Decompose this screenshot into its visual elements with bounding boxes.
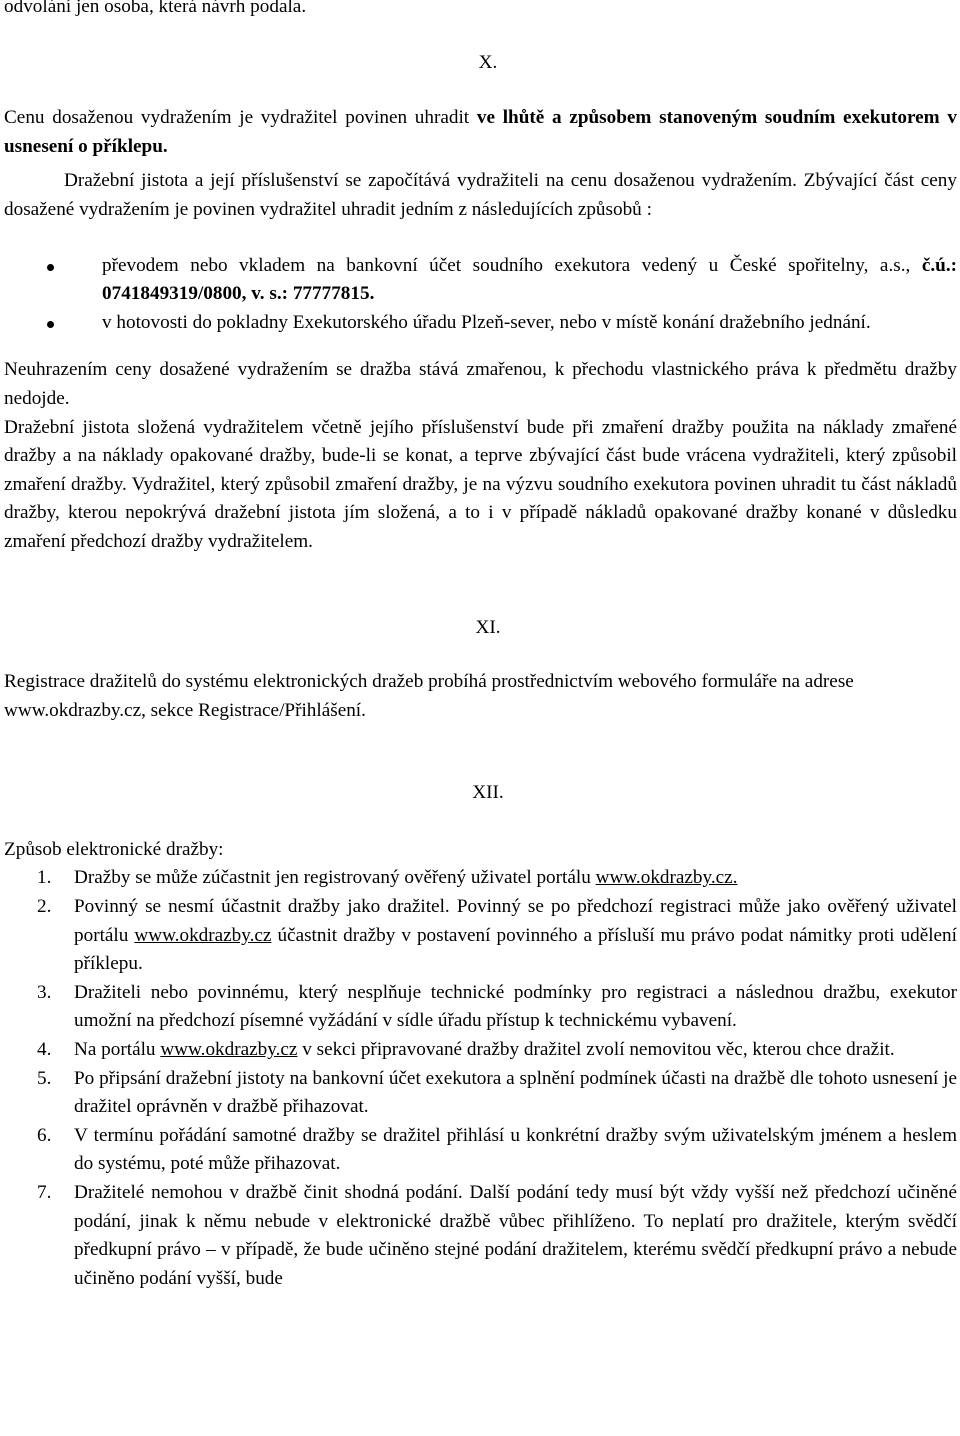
list-item-text: Po připsání dražební jistoty na bankovní účet exekutora a splnění podmínek účasti na dražbě dle tohoto usnesení je dražitel oprávněn v dražbě přihazovat. xyxy=(74,1067,957,1118)
list-item-text-after: účastnit dražby v postavení povinného a přísluší mu právo podat námitky proti udělení příklepu. xyxy=(74,924,957,975)
list-item xyxy=(4,1179,957,1293)
list-item xyxy=(4,893,957,979)
list-item-text: V termínu pořádání samotné dražby se dražitel přihlásí u konkrétní dražby svým uživatelským jménem a heslem do systému, poté může přihazovat. xyxy=(74,1124,957,1175)
payment-methods-list xyxy=(4,252,957,338)
list-item-text: Na portálu xyxy=(74,1039,161,1061)
list-item-text: Dražby se může zúčastnit jen registrovaný ověřený uživatel portálu xyxy=(74,867,596,889)
list-item-number: 4. xyxy=(37,1039,52,1061)
okdrazby-link[interactable]: www.okdrazby.cz xyxy=(134,924,272,946)
list-item xyxy=(4,252,957,309)
list-item xyxy=(4,1065,957,1122)
section-xii-heading: XII. xyxy=(472,782,504,804)
bullet-2-text: v hotovosti do pokladny Exekutorského úřadu Plzeň-sever, nebo v místě konání dražebního jednání. xyxy=(102,311,871,333)
list-item xyxy=(4,979,957,1036)
list-item-text: Dražiteli nebo povinnému, který nesplňuje technické podmínky pro registraci a následnou dražbu, exekutor umožní na předchozí písemné vyžádání v sídle úřadu přístup k technickému vybavení. xyxy=(74,981,957,1032)
bullet-icon xyxy=(47,321,54,328)
list-item-number: 7. xyxy=(37,1182,52,1203)
list-item-text: Dražitelé nemohou v dražbě činit shodná podání. Další podání tedy musí být vždy vyšší než předchozí učiněné podání, jinak k němu nebude v elektronické dražbě vůbec přihlíženo. To neplatí pro dražitele, kterým svědčí předkupní právo – v případě, že bude učiněno stejné podání dražitelem, kterému svědčí předkupní právo a nebude učiněno podání vyšší, bude xyxy=(74,1182,957,1289)
okdrazby-link[interactable]: www.okdrazby.cz xyxy=(160,1039,298,1061)
auction-steps-list xyxy=(4,864,957,1293)
bullet-1-text: převodem nebo vkladem na bankovní účet soudního exekutora vedený u České spořitelny, a.s., xyxy=(102,254,922,276)
document-page xyxy=(4,0,957,1293)
section-x-paragraph-3: Neuhrazením ceny dosažené vydražením se dražba stává zmařenou, k přechodu vlastnického práva k předmětu dražby nedojde. xyxy=(4,359,957,409)
list-item xyxy=(4,309,957,338)
section-x-paragraph-2: Dražební jistota a její příslušenství se započítává vydražiteli na cenu dosaženou vydražením. Zbývající část ceny dosažené vydražením je povinen vydražitel uhradit jedním z následujících způsobů : xyxy=(4,170,957,220)
list-item-number: 3. xyxy=(37,981,52,1003)
intro-fragment: odvolání jen osoba, která návrh podala. xyxy=(4,0,307,17)
okdrazby-link[interactable]: www.okdrazby.cz. xyxy=(595,867,738,889)
section-xii-intro: Způsob elektronické dražby: xyxy=(4,838,224,860)
section-x-p1-bold: ve lhůtě a způsobem stanoveným soudním exekutorem v usnesení o příklepu. xyxy=(4,107,957,157)
list-item xyxy=(4,864,957,893)
section-x-paragraph-1 xyxy=(4,104,957,161)
list-item-number: 2. xyxy=(37,896,52,918)
list-item-number: 6. xyxy=(37,1124,52,1146)
list-item xyxy=(4,1036,957,1065)
list-item-number: 1. xyxy=(37,867,52,889)
section-x-heading: X. xyxy=(478,51,498,73)
bullet-icon xyxy=(47,264,54,271)
list-item-text: Povinný se nesmí účastnit dražby jako dražitel. Povinný se po předchozí registraci může jako ověřený uživatel portálu xyxy=(74,896,957,946)
section-xi-paragraph: Registrace dražitelů do systému elektronických dražeb probíhá prostřednictvím webového formuláře na adrese www.okdrazby.cz, sekce Registrace/Přihlášení. xyxy=(4,671,854,721)
list-item-text-after: v sekci připravované dražby dražitel zvolí nemovitou věc, kterou chce dražit. xyxy=(297,1039,895,1061)
list-item xyxy=(4,1122,957,1179)
bullet-1-account: č.ú.: 0741849319/0800, v. s.: 77777815. xyxy=(102,254,957,305)
section-x-paragraph-4: Dražební jistota složená vydražitelem včetně jejího příslušenství bude při zmaření dražby použita na náklady zmařené dražby a na náklady opakované dražby, bude-li se konat, a teprve zbývající část bude vrácena vydražiteli, který způsobil zmaření dražby. Vydražitel, který způsobil zmaření dražby, je na výzvu soudního exekutora povinen uhradit tu část nákladů dražby, kterou nepokrývá dražební jistota jím složená, a to i v případě nákladů opakované dražby konané v důsledku zmaření předchozí dražby vydražitelem. xyxy=(4,416,957,552)
section-x-p1-text: Cenu dosaženou vydražením je vydražitel povinen uhradit xyxy=(4,107,477,129)
list-item-number: 5. xyxy=(37,1067,52,1089)
section-xi-heading: XI. xyxy=(475,616,501,638)
